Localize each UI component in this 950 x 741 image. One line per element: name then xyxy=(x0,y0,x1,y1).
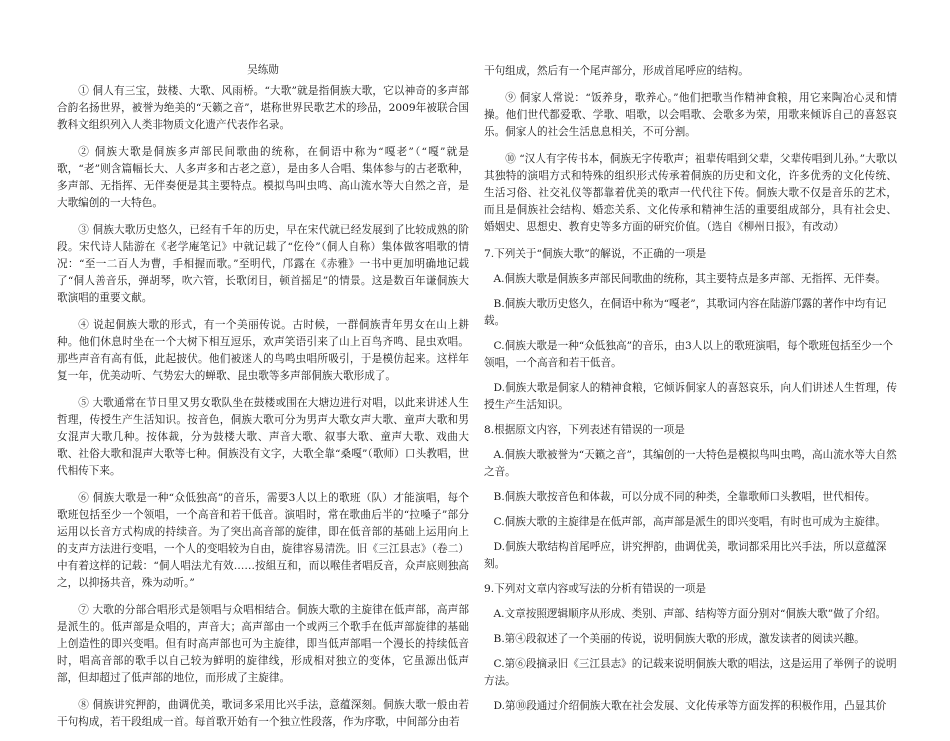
paragraph-8-continuation: 干句组成，然后有一个尾声部分，形成首尾呼应的结构。 xyxy=(484,65,749,77)
article-author: 吴练勋 xyxy=(247,64,279,76)
question-8-option-b: B.侗族大歌按音色和体裁，可以分成不同的种类，全靠歌师口头教唱，世代相传。 xyxy=(493,491,876,503)
question-7-option-b: B.侗族大歌历史悠久，在侗语中称为“嘎老”，其歌词内容在陆游邝露的著作中均有记载。 xyxy=(484,298,887,327)
paragraph-9: ⑨ 侗家人常说：“饭养身，歌养心。”他们把歌当作精神食粮，用它来陶冶心灵和情操。他们世代都爱歌、学歌、唱歌，以会唱歌、会歌多为荣，用歌来倾诉自己的喜怒哀乐。侗家人的社会生活息息相关，不可分割。 xyxy=(484,92,897,138)
paragraph-4: ④ 说起侗族大歌的形式，有一个美丽传说。古时候，一群侗族青年男女在山上耕种。他们休息时坐在一个大树下相互逗乐，欢声笑语引来了山上百鸟齐鸣、昆虫欢唱。那些声音有高有低，此起披伏。他们被迷人的鸟鸣虫唱所吸引，于是模仿起来。这样年复一年，优美动听、气势宏大的蝉歌、昆虫歌等多声部侗族大歌形成了。 xyxy=(57,319,469,382)
question-8-stem: 8.根据原文内容，下列表述有错误的一项是 xyxy=(484,424,685,436)
paragraph-1: ① 侗人有三宝，鼓楼、大歌、风雨桥。“大歌”就是指侗族大歌，它以神奇的多声部合韵名扬世界，被誉为绝美的“天籁之音”，堪称世界民歌艺术的珍品，2009年被联合国教科文组织列入人类非物质文化遗产代表作名录。 xyxy=(57,85,469,131)
question-9-option-d: D.第⑩段通过介绍侗族大歌在社会发展、文化传承等方面发挥的积极作用，凸显其价 xyxy=(493,700,887,712)
paragraph-10: ⑩ “汉人有字传书本，侗族无字传歌声；祖辈传唱到父辈，父辈传唱到儿孙。”大歌以其独特的演唱方式和特殊的组织形式传承着侗族的历史和文化，许多优秀的文化传统、生活习俗、社交礼仪等都靠着优美的歌声一代代往下传。侗族大歌不仅是音乐的艺术，而且是侗族社会结构、婚恋关系、文化传承和精神生活的重要组成部分，具有社会史、婚姻史、思想史、教育史等多方面的研究价值。（选自《柳州日报》，有改动） xyxy=(484,153,897,233)
question-7-option-a: A.侗族大歌是侗族多声部民间歌曲的统称，其主要特点是多声部、无指挥、无伴奏。 xyxy=(493,273,886,285)
question-9-option-c: C.第⑥段摘录旧《三江县志》的记载来说明侗族大歌的唱法，这是运用了举例子的说明方法。 xyxy=(484,658,897,687)
question-7-option-c: C.侗族大歌是一种“众低独高”的音乐，由3人以上的歌班演唱，每个歌班包括至少一个领唱，一个高音和若干低音。 xyxy=(484,340,893,369)
paragraph-2: ② 侗族大歌是侗族多声部民间歌曲的统称，在侗语中称为“嘎老”（“嘎”就是歌，“老”则含篇幅长大、人多声多和古老之意），是由多人合唱、集体参与的古老歌种，多声部、无指挥、无伴奏便是其主要特点。模拟鸟叫虫鸣、高山流水等大自然之音，是大歌编创的一大特色。 xyxy=(57,146,469,209)
question-7-option-d: D.侗族大歌是侗家人的精神食粮，它倾诉侗家人的喜怒哀乐，向人们讲述人生哲理，传授生产生活知识。 xyxy=(484,382,897,411)
question-9-option-a: A.文章按照逻辑顺序从形成、类别、声部、结构等方面分别对“侗族大歌”做了介绍。 xyxy=(493,608,887,620)
right-column xyxy=(484,63,897,723)
question-8-option-c: C.侗族大歌的主旋律是在低声部，高声部是派生的即兴变唱，有时也可成为主旋律。 xyxy=(493,516,886,528)
question-7-stem: 7.下列关于“侗族大歌”的解说，不正确的一项是 xyxy=(484,248,707,260)
left-column xyxy=(57,62,469,741)
question-8-option-a: A.侗族大歌被誉为“天籁之音”，其编创的一大特色是模拟鸟叫虫鸣，高山流水等大自然之音。 xyxy=(484,449,897,478)
paragraph-8: ⑧ 侗族讲究押韵，曲调优美，歌词多采用比兴手法，意蕴深刻。侗族大歌一般由若干句构成，若干段组成一首。每首歌开始有一个独立性段落，作为序歌，中间部分由若 xyxy=(57,699,469,728)
paragraph-3: ③ 侗族大歌历史悠久，已经有千年的历史，早在宋代就已经发展到了比较成熟的阶段。宋代诗人陆游在《老学庵笔记》中就记载了“仡伶”（侗人自称）集体做客唱歌的情况：“至一二百人为曹，手相握而歌。”至明代，邝露在《赤雅》一书中更加明确地记载了“侗人善音乐，弹胡琴，吹六管，长歌闭目，顿首摇足”的情景。这是数百年谦侗族大歌演唱的重要文献。 xyxy=(57,224,469,304)
paragraph-5: ⑤ 大歌通常在节日里又男女歌队坐在鼓楼或围在大塘边进行对唱，以此来讲述人生哲理，传授生产生活知识。按音色，侗族大歌可分为男声大歌女声大歌、童声大歌和男女混声大歌几种。按体裁，分为鼓楼大歌、声音大歌、叙事大歌、童声大歌、戏曲大歌、社俗大歌和混声大歌等七种。侗族没有文字，大歌全靠“桑嘎”（歌师）口头教唱，世代相传下来。 xyxy=(57,397,469,477)
question-9-stem: 9.下列对文章内容或写法的分析有错误的一项是 xyxy=(484,583,706,595)
question-9-option-b: B.第④段叙述了一个美丽的传说，说明侗族大歌的形成，激发读者的阅读兴趣。 xyxy=(493,633,865,645)
paragraph-6: ⑥ 侗族大歌是一种“众低独高”的音乐，需要3人以上的歌班（队）才能演唱，每个歌班包括至少一个领唱，一个高音和若干低音。演唱时，常在歌曲后半的“拉嗓子”部分运用以长音方式构成的持续音。为了突出高音部的旋律，即在低音部的基础上运用向上的支声方法进行变唱，一个人的变唱较为自由，旋律容易清洗。旧《三江县志》（卷二）中有着这样的记载：“侗人唱法尤有效……按組互和，而以喉佳者唱反音，众声底则独高之，以抑扬共音，殊为动听。” xyxy=(57,492,469,589)
paragraph-7: ⑦ 大歌的分部合唱形式是领唱与众唱相结合。侗族大歌的主旋律在低声部，高声部是派生的。低声部是众唱的，声音大；高声部由一个或两三个歌手在低声部旋律的基础上创造性的即兴变唱。但有时高声部也可为主旋律，即当低声部唱一个漫长的持续低音时，唱高音部的歌手以自己较为鲜明的旋律线，形成相对独立的变体，它虽源出低声部，但却超过了低声部的地位，而形成了主旋律。 xyxy=(57,604,469,684)
question-8-option-d: D.侗族大歌结构首尾呼应，讲究押韵，曲调优美，歌词都采用比兴手法，所以意蕴深刻。 xyxy=(484,541,887,570)
